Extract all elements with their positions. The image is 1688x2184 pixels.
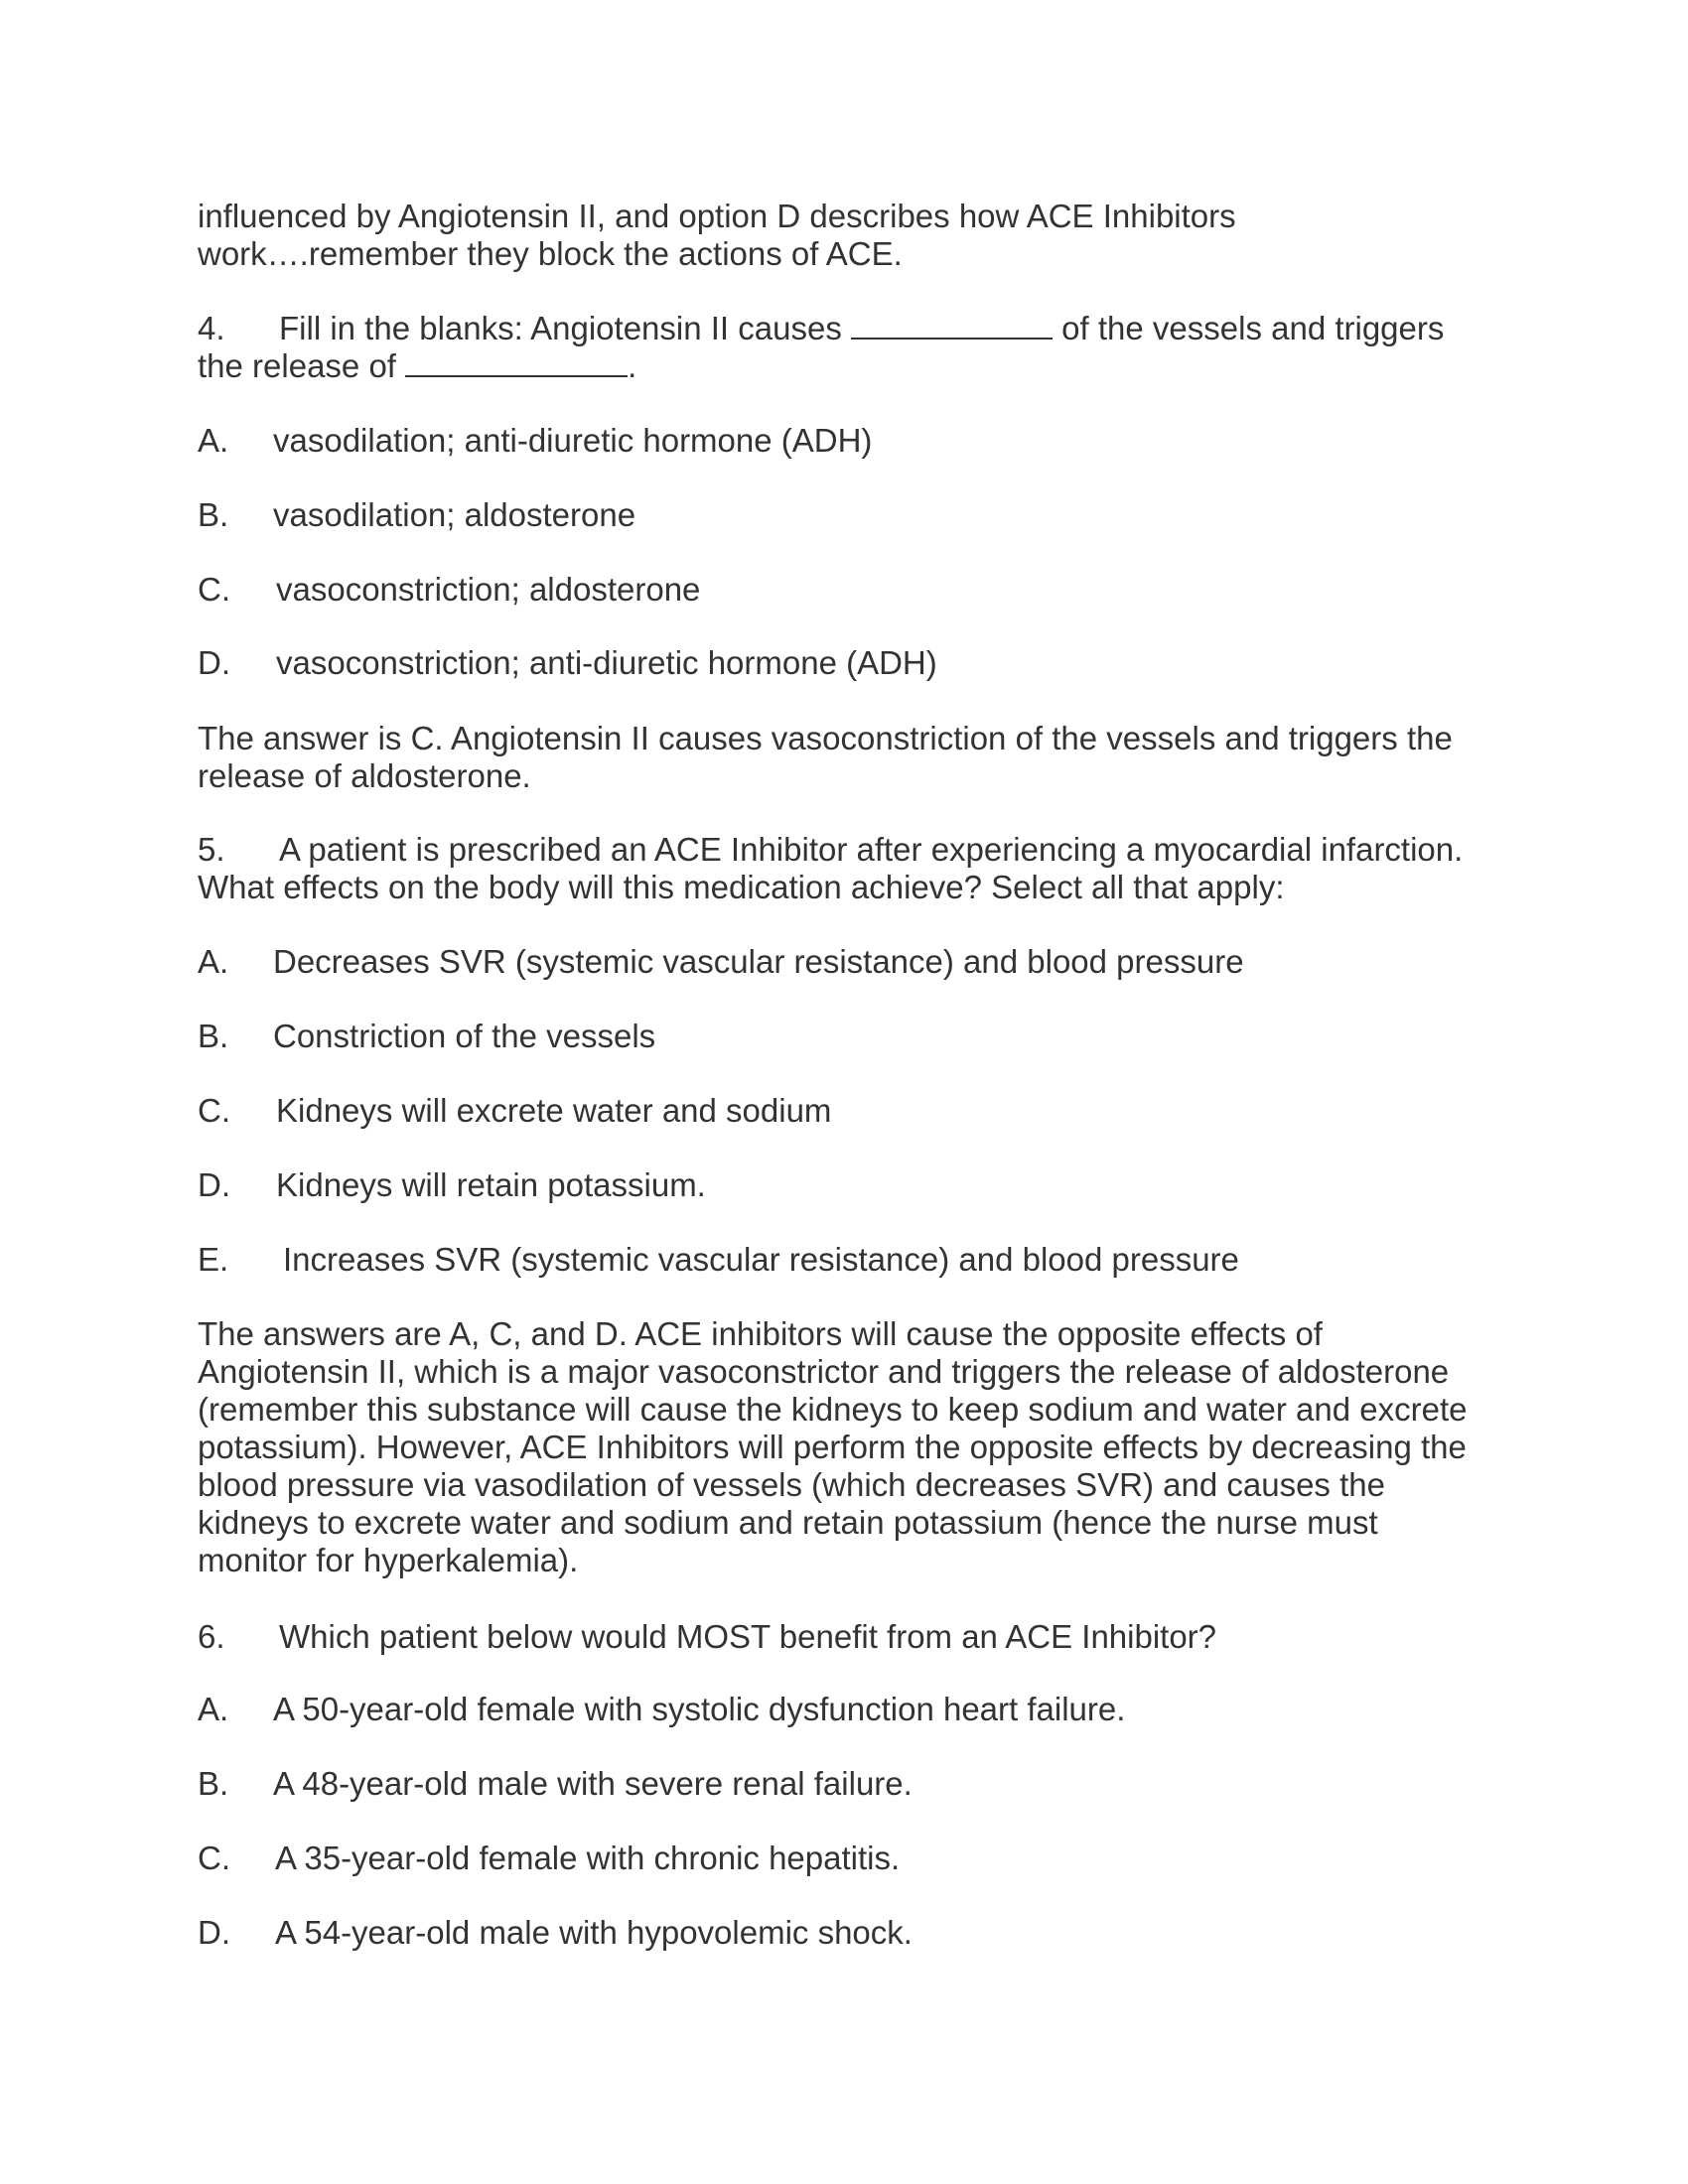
option-text: Kidneys will retain potassium. — [276, 1166, 706, 1203]
option-letter: B. — [198, 1765, 229, 1802]
option-letter: B. — [198, 1018, 229, 1054]
question-text-part: of the vessels and triggers — [1061, 310, 1445, 346]
option-text: vasodilation; anti-diuretic hormone (ADH) — [273, 422, 873, 459]
option-letter: A. — [198, 1691, 229, 1727]
question-text-line2 — [198, 347, 636, 385]
option-text: vasodilation; aldosterone — [273, 496, 636, 533]
option-text: A 48-year-old male with severe renal failure. — [273, 1765, 913, 1802]
option-letter: C. — [198, 1840, 230, 1876]
option-text: A 54-year-old male with hypovolemic shock. — [275, 1914, 913, 1951]
question-number: 4. — [198, 310, 225, 346]
option-letter: C. — [198, 1092, 230, 1129]
answer-line: Angiotensin II, which is a major vasoconstrictor and triggers the release of aldosterone — [198, 1353, 1450, 1390]
question-6 — [198, 1618, 1488, 1656]
answer-line: blood pressure via vasodilation of vessels (which decreases SVR) and causes the — [198, 1466, 1385, 1503]
option-letter: A. — [198, 943, 229, 980]
answer-line: potassium). However, ACE Inhibitors will perform the opposite effects by decreasing the — [198, 1429, 1467, 1465]
intro-line: work….remember they block the actions of ACE. — [198, 235, 903, 272]
option-letter: D. — [198, 1914, 230, 1951]
answer-line: monitor for hyperkalemia). — [198, 1542, 579, 1578]
question-text-part: the release of — [198, 347, 396, 384]
option-letter: C. — [198, 571, 230, 608]
option-letter: A. — [198, 422, 229, 459]
question-text — [279, 310, 1444, 347]
fill-blank — [405, 349, 628, 377]
q5-answer-explanation — [198, 1315, 1488, 1579]
option-text: vasoconstriction; anti-diuretic hormone (ADH) — [276, 644, 937, 681]
option-text: Increases SVR (systemic vascular resistance) and blood pressure — [283, 1241, 1239, 1278]
option-letter: E. — [198, 1241, 229, 1278]
answer-line: (remember this substance will cause the kidneys to keep sodium and water and excrete — [198, 1391, 1468, 1428]
option-text: vasoconstriction; aldosterone — [276, 571, 701, 608]
intro-paragraph — [198, 198, 1488, 273]
question-text: Which patient below would MOST benefit from an ACE Inhibitor? — [279, 1618, 1217, 1655]
answer-line: kidneys to excrete water and sodium and retain potassium (hence the nurse must — [198, 1504, 1378, 1541]
question-text: A patient is prescribed an ACE Inhibitor after experiencing a myocardial infarction. — [279, 831, 1464, 868]
option-letter: B. — [198, 496, 229, 533]
question-number: 5. — [198, 831, 225, 868]
intro-line: influenced by Angiotensin II, and option D describes how ACE Inhibitors — [198, 198, 1236, 234]
question-text-line2: What effects on the body will this medication achieve? Select all that apply: — [198, 869, 1285, 905]
answer-line: The answers are A, C, and D. ACE inhibitors will cause the opposite effects of — [198, 1315, 1323, 1352]
answer-line: The answer is C. Angiotensin II causes vasoconstriction of the vessels and triggers the — [198, 720, 1453, 756]
option-text: Kidneys will excrete water and sodium — [276, 1092, 832, 1129]
question-4 — [198, 310, 1488, 385]
question-text-part: . — [628, 347, 637, 384]
question-text-part: Fill in the blanks: Angiotensin II causes — [279, 310, 842, 346]
option-text: Decreases SVR (systemic vascular resistance) and blood pressure — [273, 943, 1244, 980]
answer-line: release of aldosterone. — [198, 757, 531, 794]
q4-answer-explanation — [198, 720, 1488, 795]
option-text: A 50-year-old female with systolic dysfunction heart failure. — [273, 1691, 1126, 1727]
fill-blank — [851, 312, 1053, 340]
question-5 — [198, 831, 1488, 906]
option-text: A 35-year-old female with chronic hepatitis. — [275, 1840, 901, 1876]
option-letter: D. — [198, 644, 230, 681]
option-text: Constriction of the vessels — [273, 1018, 656, 1054]
question-number: 6. — [198, 1618, 225, 1655]
option-letter: D. — [198, 1166, 230, 1203]
